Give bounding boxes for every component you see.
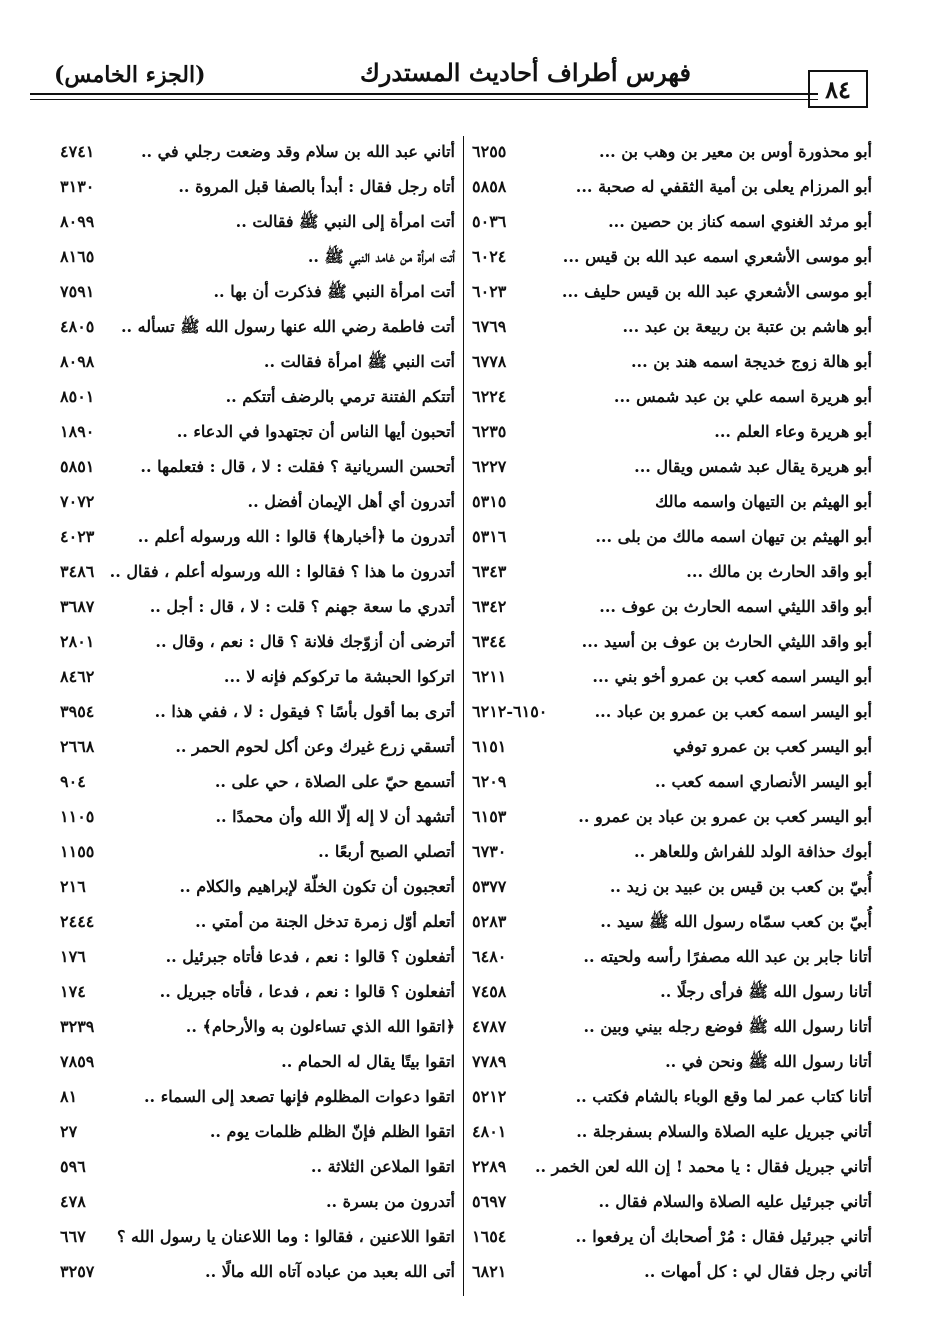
index-entry — [60, 1153, 455, 1188]
entry-ref-number: ٨١٦٥ — [60, 247, 95, 266]
entry-text: أتعجبون أن تكون الخلّة لإبراهيم والكلام .. — [179, 877, 455, 896]
index-entry — [60, 978, 455, 1013]
entry-ref-number: ٦٢٥٥ — [472, 142, 507, 161]
entry-text: أبو هريرة يقال عبد شمس ويقال ... — [634, 457, 872, 476]
entry-ref-number: ٤٨٠٥ — [60, 317, 95, 336]
entry-text: أبو اليسر كعب بن عمرو بن عباد بن عمرو .. — [578, 807, 872, 826]
header-rule — [30, 93, 818, 95]
index-entry — [472, 873, 872, 908]
page-title: فهرس أطراف أحاديث المستدرك — [360, 58, 691, 87]
entry-text: أبو اليسر كعب بن عمرو توفي — [673, 737, 872, 756]
entry-ref-number: ٢٢٨٩ — [472, 1157, 507, 1176]
header-rule-thin — [30, 99, 818, 100]
entry-ref-number: ٣٩٥٤ — [60, 702, 95, 721]
index-entry — [60, 1223, 455, 1258]
index-entry — [60, 1258, 455, 1293]
entry-text: أبو موسى الأشعري عبد الله بن قيس حليف ... — [561, 282, 872, 301]
entry-text: أبو محذورة أوس بن معير بن وهب بن ... — [599, 142, 872, 161]
index-entry — [472, 1223, 872, 1258]
entry-ref-number: ١١٠٥ — [60, 807, 95, 826]
left-column — [60, 138, 455, 1293]
index-entry — [472, 663, 872, 698]
entry-ref-number: ٥٣١٦ — [472, 527, 507, 546]
entry-ref-number: ٦١٥٣ — [472, 807, 507, 826]
entry-ref-number: ٦٠٢٣ — [472, 282, 507, 301]
index-entry — [60, 243, 455, 278]
index-entry — [60, 663, 455, 698]
entry-text: أتت امرأة من غامد النبي ﷺ .. — [307, 247, 455, 266]
entry-ref-number: ٦٣٤٣ — [472, 562, 507, 581]
entry-text: أتسقي زرع غيرك وعن أكل لحوم الحمر .. — [175, 737, 455, 756]
entry-text: اتقوا بيتًا يقال له الحمام .. — [281, 1052, 455, 1071]
index-entry — [472, 348, 872, 383]
index-entry — [472, 208, 872, 243]
index-entry — [60, 733, 455, 768]
entry-ref-number: ٥٢٨٣ — [472, 912, 507, 931]
index-entry — [60, 593, 455, 628]
index-entry — [472, 803, 872, 838]
entry-ref-number: ٣١٣٠ — [60, 177, 95, 196]
entry-text: أتتكم الفتنة ترمي بالرضف أتتكم .. — [225, 387, 455, 406]
entry-ref-number: ٨٠٩٩ — [60, 212, 95, 231]
entry-ref-number: ٦٢١١ — [472, 667, 507, 686]
entry-text: أتدرون ما ﴿أخبارها﴾ قالوا : الله ورسوله أعلم .. — [137, 527, 455, 546]
entry-ref-number: ٨٠٩٨ — [60, 352, 95, 371]
entry-text: أبو اليسر اسمه كعب بن عمرو أخو بني ... — [592, 667, 872, 686]
index-entry — [472, 173, 872, 208]
entry-text: أتدرون من بسرة .. — [325, 1192, 455, 1211]
entry-text: أتفعلون ؟ قالوا : نعم ، فدعا ، فأتاه جبريل .. — [159, 982, 455, 1001]
entry-ref-number: ٦٣٤٢ — [472, 597, 507, 616]
index-entry — [60, 838, 455, 873]
entry-text: أبو مرثد الغنوي اسمه كناز بن حصين ... — [608, 212, 872, 231]
entry-ref-number: ٩٠٤ — [60, 772, 86, 791]
entry-text: اتقوا دعوات المظلوم فإنها تصعد إلى السماء .. — [143, 1087, 455, 1106]
entry-text: أبو اليسر اسمه كعب بن عمرو بن عباد ... — [594, 702, 872, 721]
index-entry — [60, 943, 455, 978]
entry-ref-number: ٤٧٨٧ — [472, 1017, 507, 1036]
entry-text: أبو موسى الأشعري اسمه عبد الله بن قيس ... — [562, 247, 872, 266]
index-entry — [472, 453, 872, 488]
entry-text: أتاني جبرئيل فقال : مُرْ أصحابك أن يرفعوا .. — [575, 1227, 872, 1246]
index-entry — [60, 453, 455, 488]
entry-text: أتاني رجل فقال لي : كل أمهات .. — [644, 1262, 872, 1281]
index-entry — [472, 278, 872, 313]
entry-ref-number: ٦٠٢٤ — [472, 247, 507, 266]
entry-ref-number: ٨٤٦٢ — [60, 667, 95, 686]
entry-ref-number: ٣٢٣٩ — [60, 1017, 95, 1036]
index-entry — [60, 768, 455, 803]
entry-ref-number: ٦٢٣٥ — [472, 422, 507, 441]
entry-text: أبو هريرة وعاء العلم ... — [714, 422, 872, 441]
index-entry — [60, 803, 455, 838]
index-entry — [60, 1118, 455, 1153]
entry-text: أتحبون أيها الناس أن تجتهدوا في الدعاء .. — [176, 422, 455, 441]
index-entry — [60, 488, 455, 523]
entry-ref-number: ٦١٥١ — [472, 737, 507, 756]
index-entry — [60, 908, 455, 943]
index-entry — [472, 908, 872, 943]
page-number: ٨٤ — [808, 70, 868, 108]
entry-ref-number: ١٦٥٤ — [472, 1227, 507, 1246]
entry-text: أتانا رسول الله ﷺ فرأى رجلًا .. — [660, 982, 872, 1001]
index-entry — [472, 1048, 872, 1083]
index-entry — [472, 1013, 872, 1048]
entry-text: اتقوا الملاعن الثلاثة .. — [310, 1157, 455, 1176]
entry-text: أبو هريرة اسمه علي بن عبد شمس ... — [613, 387, 872, 406]
index-entry — [60, 1188, 455, 1223]
entry-ref-number: ٢١٦ — [60, 877, 86, 896]
entry-text: أبو الهيثم بن تيهان اسمه مالك من بلى ... — [595, 527, 872, 546]
entry-text: أتدرون أي أهل الإيمان أفضل .. — [247, 492, 455, 511]
entry-text: أتانا جابر بن عبد الله مصفرًا رأسه ولحيته .. — [583, 947, 872, 966]
index-entry — [472, 1153, 872, 1188]
entry-text: أُبيّ بن كعب بن قيس بن عبيد بن زيد .. — [609, 877, 872, 896]
entry-ref-number: ٨٥٠١ — [60, 387, 95, 406]
entry-ref-number: ٦٢٠٩ — [472, 772, 507, 791]
column-divider — [463, 136, 464, 1296]
entry-text: اتقوا اللاعنين ، فقالوا : وما اللاعنان يا رسول الله ؟ — [116, 1227, 455, 1246]
entry-text: أبوك حذافة الولد للفراش وللعاهر .. — [634, 842, 872, 861]
entry-ref-number: ٦٧٧٨ — [472, 352, 507, 371]
entry-text: أبو واقد الليثي اسمه الحارث بن عوف ... — [599, 597, 872, 616]
entry-text: أتانا رسول الله ﷺ ونحن في .. — [665, 1052, 872, 1071]
entry-text: أتاني عبد الله بن سلام وقد وضعت رجلي في .. — [140, 142, 455, 161]
index-entry — [472, 523, 872, 558]
entry-text: ﴿اتقوا الله الذي تساءلون به والأرحام﴾ .. — [185, 1017, 455, 1036]
entry-text: أتفعلون ؟ قالوا : نعم ، فدعا فأتاه جبرئيل .. — [165, 947, 455, 966]
entry-ref-number: ٤٨٠١ — [472, 1122, 507, 1141]
entry-text: أتدرون ما هذا ؟ فقالوا : الله ورسوله أعلم ، فقال .. — [109, 562, 455, 581]
entry-ref-number: ٨١ — [60, 1087, 78, 1106]
volume-label: (الجزء الخامس) — [54, 62, 206, 88]
index-entry — [472, 733, 872, 768]
entry-text: أتانا رسول الله ﷺ فوضع رجله بيني وبين .. — [583, 1017, 872, 1036]
index-entry — [60, 873, 455, 908]
entry-ref-number: ٦١٥٠-٦٢١٢ — [472, 702, 548, 721]
index-entry — [60, 523, 455, 558]
entry-text: أتشهد أن لا إله إلّا الله وأن محمدًا .. — [215, 807, 455, 826]
entry-text: أبو واقد الليثي الحارث بن عوف بن أسيد ... — [581, 632, 872, 651]
entry-ref-number: ٥٨٥٨ — [472, 177, 507, 196]
entry-text: أبو هاشم بن عتبة بن ربيعة بن عبد ... — [622, 317, 872, 336]
entry-text: أتسمع حيّ على الصلاة ، حي على .. — [214, 772, 455, 791]
entry-ref-number: ١٧٤ — [60, 982, 86, 1001]
entry-ref-number: ١٨٩٠ — [60, 422, 95, 441]
entry-ref-number: ١١٥٥ — [60, 842, 95, 861]
index-entry — [60, 1013, 455, 1048]
entry-ref-number: ١٧٦ — [60, 947, 86, 966]
entry-ref-number: ٤٧٤١ — [60, 142, 95, 161]
entry-ref-number: ٧٧٨٩ — [472, 1052, 507, 1071]
entry-ref-number: ٢٦٦٨ — [60, 737, 95, 756]
entry-text: أتانا كتاب عمر لما وقع الوباء بالشام فكتب .. — [575, 1087, 872, 1106]
entry-text: أتصلي الصبح أربعًا .. — [318, 842, 455, 861]
entry-ref-number: ٥٢١٢ — [472, 1087, 507, 1106]
entry-text: أتاني جبريل فقال : يا محمد ! إن الله لعن الخمر .. — [534, 1157, 872, 1176]
index-entry — [60, 1083, 455, 1118]
index-entry — [472, 1118, 872, 1153]
entry-text: أتدري ما سعة جهنم ؟ قلت : لا ، قال : أجل .. — [149, 597, 455, 616]
entry-ref-number: ٥٦٩٧ — [472, 1192, 507, 1211]
entry-ref-number: ٦٤٨٠ — [472, 947, 507, 966]
index-entry — [472, 418, 872, 453]
entry-ref-number: ٣٦٨٧ — [60, 597, 95, 616]
entry-ref-number: ٣٢٥٧ — [60, 1262, 95, 1281]
index-entry — [60, 278, 455, 313]
index-entry — [60, 383, 455, 418]
right-column — [472, 138, 872, 1293]
index-entry — [472, 313, 872, 348]
entry-text: أتى الله بعبد من عباده آتاه الله مالًا .. — [205, 1262, 455, 1281]
index-entry — [472, 628, 872, 663]
index-entry — [472, 698, 872, 733]
entry-text: أترضى أن أزوّجك فلانة ؟ قال : نعم ، وقال .. — [155, 632, 455, 651]
entry-text: أترى بما أقول بأسًا ؟ فيقول : لا ، ففي هذا .. — [154, 702, 455, 721]
entry-text: أبو هالة زوج خديجة اسمه هند بن ... — [630, 352, 872, 371]
entry-ref-number: ٥٣٧٧ — [472, 877, 507, 896]
index-entry — [60, 138, 455, 173]
entry-ref-number: ٤٠٢٣ — [60, 527, 95, 546]
index-entry — [472, 768, 872, 803]
entry-text: أُبيّ بن كعب سمّاه رسول الله ﷺ سيد .. — [600, 912, 872, 931]
entry-ref-number: ٦٨٢١ — [472, 1262, 507, 1281]
entry-ref-number: ٧٠٧٢ — [60, 492, 95, 511]
entry-ref-number: ٥٠٣٦ — [472, 212, 507, 231]
index-entry — [472, 1188, 872, 1223]
entry-ref-number: ٦٢٢٤ — [472, 387, 507, 406]
entry-ref-number: ٧٨٥٩ — [60, 1052, 95, 1071]
index-entry — [472, 138, 872, 173]
index-entry — [60, 698, 455, 733]
entry-text: اتقوا الظلم فإنّ الظلم ظلمات يوم .. — [209, 1122, 455, 1141]
index-entry — [472, 593, 872, 628]
entry-text: أتت فاطمة رضي الله عنها رسول الله ﷺ تسأله .. — [120, 317, 455, 336]
index-entry — [60, 1048, 455, 1083]
entry-ref-number: ٣٤٨٦ — [60, 562, 95, 581]
entry-ref-number: ٧٤٥٨ — [472, 982, 507, 1001]
entry-ref-number: ٢٤٤٤ — [60, 912, 95, 931]
index-entry — [60, 348, 455, 383]
entry-text: اتركوا الحبشة ما تركوكم فإنه لا ... — [223, 667, 455, 686]
index-entry — [472, 558, 872, 593]
entry-ref-number: ٧٥٩١ — [60, 282, 95, 301]
entry-text: أتاه رجل فقال : أبدأ بالصفا قبل المروة .. — [178, 177, 455, 196]
index-entry — [472, 1258, 872, 1293]
index-entry — [472, 243, 872, 278]
entry-ref-number: ٥٣١٥ — [472, 492, 507, 511]
entry-ref-number: ٦٧٣٠ — [472, 842, 507, 861]
index-entry — [60, 208, 455, 243]
entry-ref-number: ٢٧ — [60, 1122, 78, 1141]
index-entry — [60, 313, 455, 348]
index-entry — [472, 838, 872, 873]
entry-text: أتاني جبريل عليه الصلاة والسلام بسفرجلة .. — [576, 1122, 872, 1141]
index-entry — [60, 173, 455, 208]
entry-text: أبو واقد الحارث بن مالك ... — [686, 562, 872, 581]
entry-text: أتاني جبرئيل عليه الصلاة والسلام فقال .. — [598, 1192, 872, 1211]
entry-ref-number: ٦٣٤٤ — [472, 632, 507, 651]
index-entry — [472, 1083, 872, 1118]
index-entry — [472, 943, 872, 978]
index-entry — [472, 978, 872, 1013]
entry-text: أبو المرزام يعلى بن أمية الثقفي له صحبة ... — [575, 177, 872, 196]
entry-ref-number: ٥٩٦ — [60, 1157, 86, 1176]
entry-ref-number: ٢٨٠١ — [60, 632, 95, 651]
entry-ref-number: ٦٧٦٩ — [472, 317, 507, 336]
index-entry — [472, 488, 872, 523]
entry-ref-number: ٦٢٢٧ — [472, 457, 507, 476]
index-entry — [472, 383, 872, 418]
index-entry — [60, 418, 455, 453]
entry-text: أتت امرأة إلى النبي ﷺ فقالت .. — [235, 212, 455, 231]
entry-ref-number: ٥٨٥١ — [60, 457, 95, 476]
index-entry — [60, 628, 455, 663]
index-entry — [60, 558, 455, 593]
entry-text: أتعلم أوّل زمرة تدخل الجنة من أمتي .. — [195, 912, 455, 931]
entry-ref-number: ٤٧٨ — [60, 1192, 86, 1211]
entry-text: أتت امرأة النبي ﷺ فذكرت أن بها .. — [213, 282, 455, 301]
entry-ref-number: ٦٦٧ — [60, 1227, 86, 1246]
entry-text: أبو اليسر الأنصاري اسمه كعب .. — [654, 772, 872, 791]
entry-text: أتت النبي ﷺ امرأة فقالت .. — [263, 352, 455, 371]
entry-text: أتحسن السريانية ؟ فقلت : لا ، قال : فتعلمها .. — [140, 457, 455, 476]
entry-text: أبو الهيثم بن التيهان واسمه مالك — [655, 492, 872, 511]
